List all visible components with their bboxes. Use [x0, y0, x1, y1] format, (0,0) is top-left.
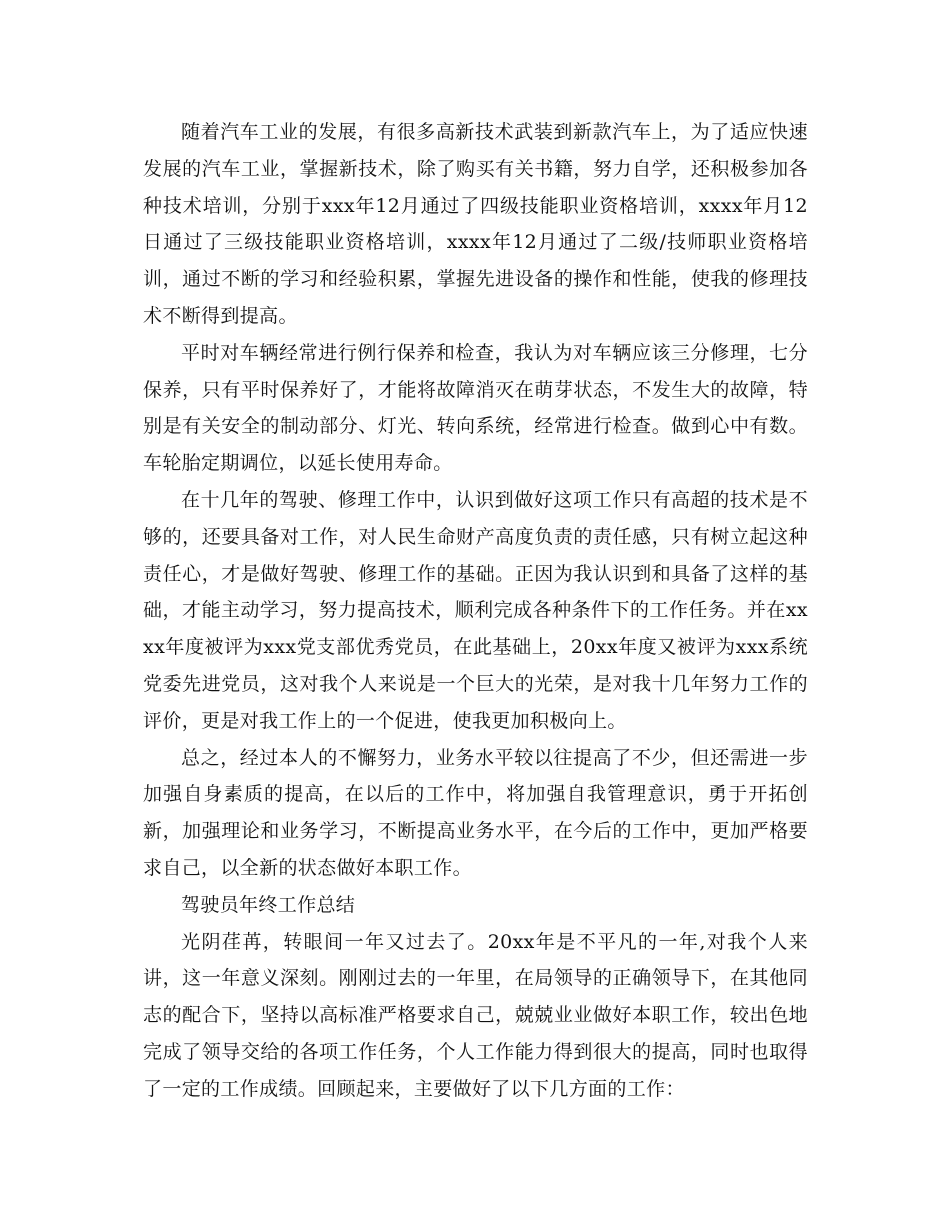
paragraph-conclusion: 总之，经过本人的不懈努力，业务水平较以往提高了不少，但还需进一步加强自身素质的提高，在以后的工作中，将加强自我管理意识，勇于开拓创新，加强理论和业务学习，不断提高业务水平，在今后的工作中，更加严格要求自己，以全新的状态做好本职工作。 — [143, 746, 808, 879]
paragraph-year-review: 光阴荏苒，转眼间一年又过去了。20xx年是不平凡的一年,对我个人来讲，这一年意义深刻。刚刚过去的一年里，在局领导的正确领导下，在其他同志的配合下，坚持以高标准严格要求自己，兢兢业业做好本职工作，较出色地完成了领导交给的各项工作任务，个人工作能力得到很大的提高，同时也取得了一定的工作成绩。回顾起来，主要做好了以下几方面的工作： — [143, 930, 808, 1100]
paragraph-responsibility: 在十几年的驾驶、修理工作中，认识到做好这项工作只有高超的技术是不够的，还要具备对工作，对人民生命财产高度负责的责任感，只有树立起这种责任心，才是做好驾驶、修理工作的基础。正因为我认识到和具备了这样的基础，才能主动学习，努力提高技术，顺利完成各种条件下的工作任务。并在xxxx年度被评为xxx党支部优秀党员，在此基础上，20xx年度又被评为xxx系统党委先进党员，这对我个人来说是一个巨大的光荣，是对我十几年努力工作的评价，更是对我工作上的一个促进，使我更加积极向上。 — [143, 488, 808, 732]
paragraph-training: 随着汽车工业的发展，有很多高新技术武装到新款汽车上，为了适应快速发展的汽车工业，掌握新技术，除了购买有关书籍，努力自学，还积极参加各种技术培训，分别于xxx年12月通过了四级技能职业资格培训，xxxx年月12日通过了三级技能职业资格培训，xxxx年12月通过了二级/技师职业资格培训，通过不断的学习和经验积累，掌握先进设备的操作和性能，使我的修理技术不断得到提高。 — [143, 121, 808, 327]
document-body — [143, 114, 808, 1108]
section-heading: 驾驶员年终工作总结 — [181, 893, 356, 916]
paragraph-maintenance: 平时对车辆经常进行例行保养和检查，我认为对车辆应该三分修理，七分保养，只有平时保养好了，才能将故障消灭在萌芽状态，不发生大的故障，特别是有关安全的制动部分、灯光、转向系统，经常进行检查。做到心中有数。车轮胎定期调位，以延长使用寿命。 — [143, 341, 808, 475]
